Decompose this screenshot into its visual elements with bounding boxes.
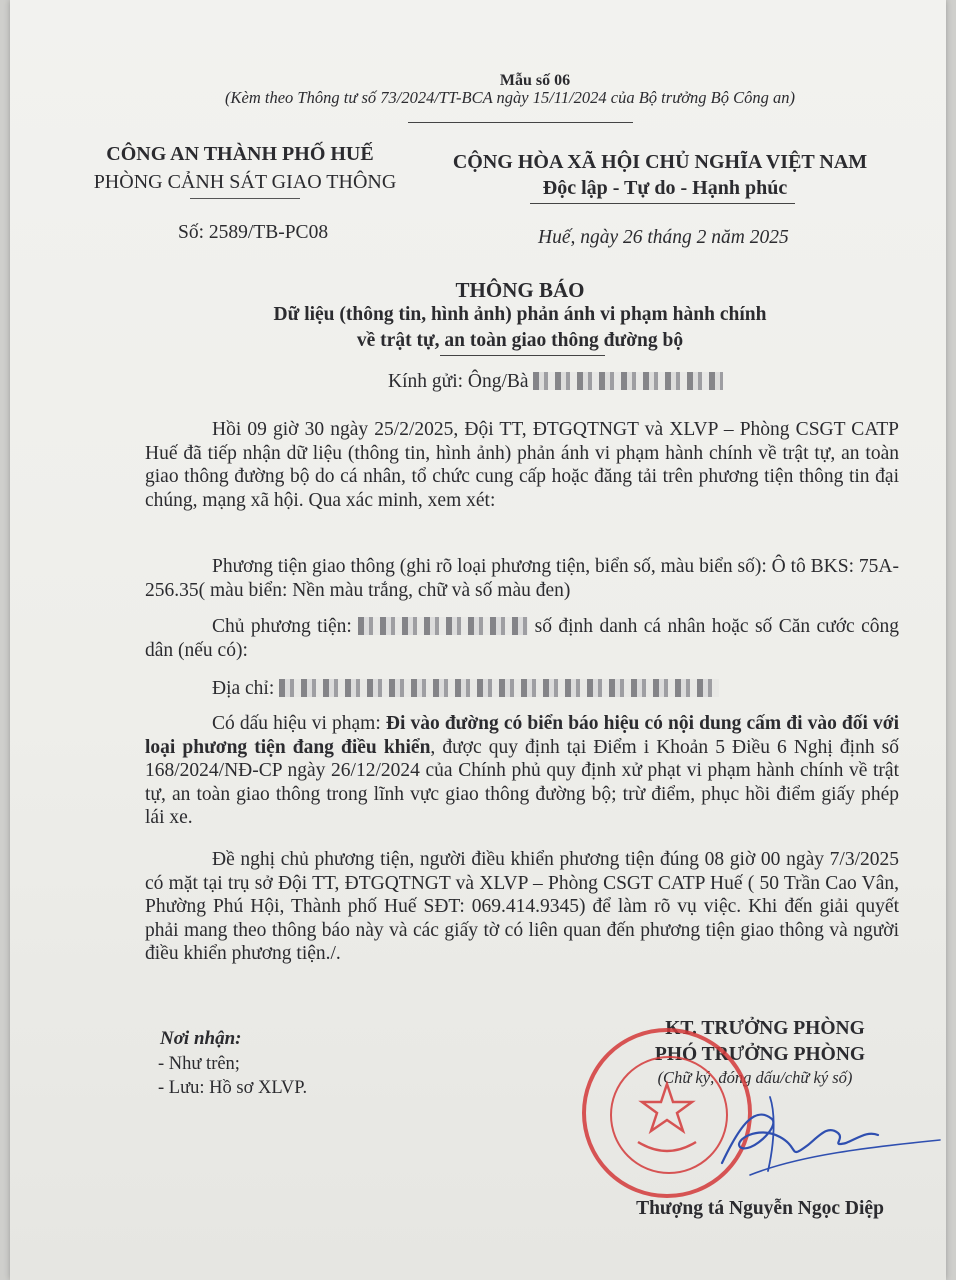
notice-document xyxy=(10,0,946,1280)
issuer-department: PHÒNG CẢNH SÁT GIAO THÔNG xyxy=(93,171,397,193)
redacted-address xyxy=(279,679,719,697)
form-basis: (Kèm theo Thông tư số 73/2024/TT-BCA ngày 15/11/2024 của Bộ trưởng Bộ Công an) xyxy=(225,88,795,107)
greeting: Kính gửi: Ông/Bà xyxy=(388,371,723,393)
paragraph-receipt: Hồi 09 giờ 30 ngày 25/2/2025, Đội TT, ĐTGQTNGT và XLVP – Phòng CSGT CATP Huế đã tiếp nhận dữ liệu (thông tin, hình ảnh) phản ánh vi phạm hành chính về trật tự, an toàn giao thông đường bộ do cá nhân, tổ chức cung cấp hoặc đăng tải trên phương tiện thông tin đại chúng, mạng xã hội. Qua xác minh, xem xét: xyxy=(145,419,899,511)
nation-motto: Độc lập - Tự do - Hạnh phúc xyxy=(542,177,788,199)
signature-note: (Chữ ký, đóng dấu/chữ ký số) xyxy=(657,1068,853,1087)
paragraph-summons: Đề nghị chủ phương tiện, người điều khiển phương tiện đúng 08 giờ 00 ngày 7/3/2025 có mặt tại trụ sở Đội TT, ĐTGQTNGT và XLVP – Phòng CSGT CATP Huế ( 50 Trần Cao Vân, Phường Phú Hội, Thành phố Huế SĐT: 069.414.9345) để làm rõ vụ việc. Khi đến giải quyết phải mang theo thông báo này và các giấy tờ có liên quan đến phương tiện giao thông và người điều khiển phương tiện./. xyxy=(145,849,899,964)
place-date: Huế, ngày 26 tháng 2 năm 2025 xyxy=(538,227,789,248)
paragraph-vehicle: Phương tiện giao thông (ghi rõ loại phương tiện, biển số, màu biển số): Ô tô BKS: 75A-256.35( màu biển: Nền màu trắng, chữ và số màu đen) xyxy=(145,556,899,601)
form-underline xyxy=(408,122,633,123)
redacted-recipient-name xyxy=(533,372,723,390)
signature-title-2: PHÓ TRƯỞNG PHÒNG xyxy=(654,1044,866,1065)
redacted-owner-name xyxy=(358,617,528,635)
handwritten-signature xyxy=(710,1085,946,1185)
nation-name: CỘNG HÒA XÃ HỘI CHỦ NGHĨA VIỆT NAM xyxy=(452,151,868,173)
document-number: Số: 2589/TB-PC08 xyxy=(178,222,329,243)
recipient-item: - Lưu: Hồ sơ XLVP. xyxy=(158,1078,308,1098)
violation-description: Đi vào đường có biển báo hiệu có nội dung cấm đi vào đối với loại phương tiện đang điều khiển xyxy=(145,713,899,758)
title-underline xyxy=(440,355,605,356)
notice-subtitle-2: về trật tự, an toàn giao thông đường bộ xyxy=(356,330,684,351)
notice-subtitle-1: Dữ liệu (thông tin, hình ảnh) phản ánh vi phạm hành chính xyxy=(273,304,767,325)
form-number: Mẫu số 06 xyxy=(499,72,571,89)
issuer-authority: CÔNG AN THÀNH PHỐ HUẾ xyxy=(106,143,374,165)
recipient-item: - Như trên; xyxy=(158,1054,240,1074)
recipients-heading: Nơi nhận: xyxy=(160,1028,242,1049)
paragraph-address: Địa chỉ: xyxy=(145,677,899,701)
notice-title: THÔNG BÁO xyxy=(455,278,585,302)
signature-title-1: KT. TRƯỞNG PHÒNG xyxy=(665,1018,865,1039)
paragraph-owner: Chủ phương tiện: số định danh cá nhân hoặc số Căn cước công dân (nếu có): xyxy=(145,616,900,661)
paragraph-violation: Có dấu hiệu vi phạm: Đi vào đường có biển báo hiệu có nội dung cấm đi vào đối với loại phương tiện đang điều khiển, được quy định tại Điểm i Khoản 5 Điều 6 Nghị định số 168/2024/NĐ-CP ngày 26/12/2024 của Chính phủ quy định xử phạt vi phạm hành chính về trật tự, an toàn giao thông trong lĩnh vực giao thông đường bộ; trừ điểm, phục hồi điểm giấy phép lái xe. xyxy=(145,713,899,828)
issuer-underline xyxy=(190,198,300,199)
motto-underline xyxy=(530,203,795,204)
signer-name: Thượng tá Nguyễn Ngọc Diệp xyxy=(636,1198,884,1219)
